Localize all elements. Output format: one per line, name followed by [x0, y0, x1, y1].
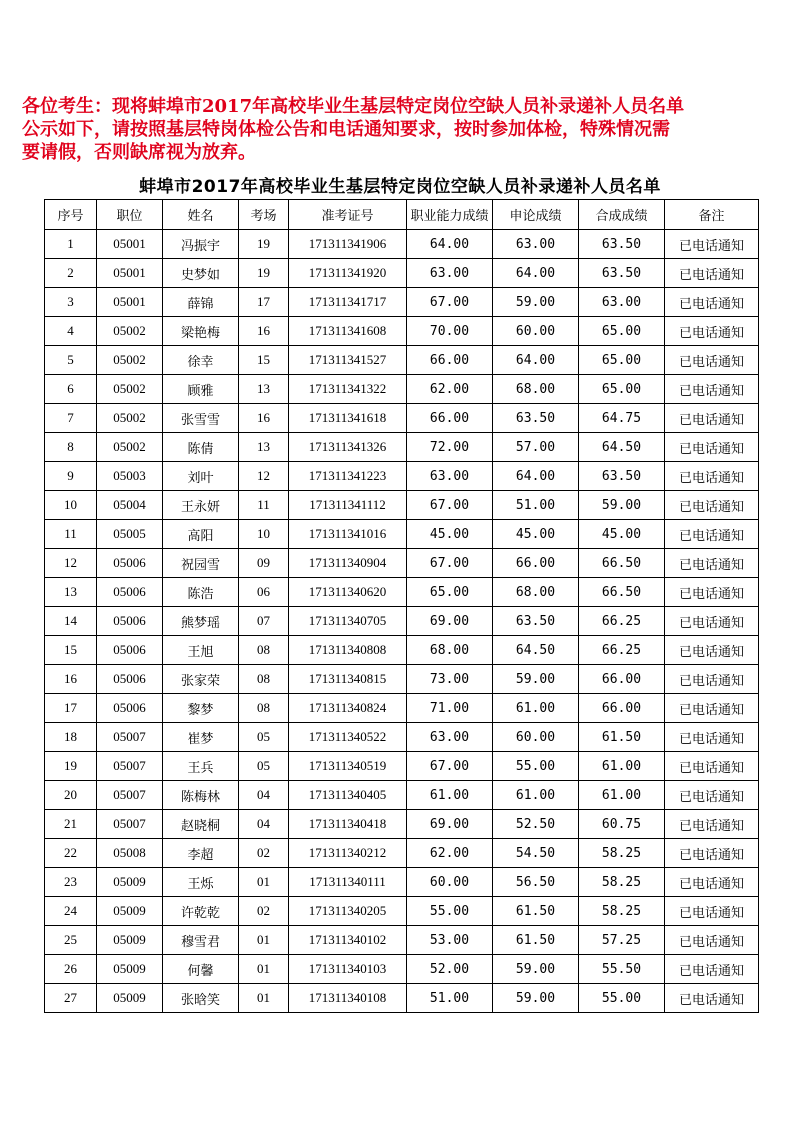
cell-remarks: 已电话通知 — [665, 433, 759, 462]
cell-essay-score: 59.00 — [493, 665, 579, 694]
cell-total-score: 63.50 — [579, 230, 665, 259]
cell-index: 3 — [45, 288, 97, 317]
cell-name: 刘叶 — [163, 462, 239, 491]
cell-remarks: 已电话通知 — [665, 288, 759, 317]
cell-total-score: 61.50 — [579, 723, 665, 752]
cell-ability-score: 67.00 — [407, 549, 493, 578]
cell-index: 4 — [45, 317, 97, 346]
cell-ticket-number: 171311340519 — [289, 752, 407, 781]
cell-index: 5 — [45, 346, 97, 375]
cell-remarks: 已电话通知 — [665, 346, 759, 375]
cell-essay-score: 52.50 — [493, 810, 579, 839]
cell-remarks: 已电话通知 — [665, 520, 759, 549]
cell-index: 11 — [45, 520, 97, 549]
cell-index: 13 — [45, 578, 97, 607]
cell-index: 22 — [45, 839, 97, 868]
cell-total-score: 64.50 — [579, 433, 665, 462]
cell-essay-score: 60.00 — [493, 723, 579, 752]
cell-name: 陈倩 — [163, 433, 239, 462]
cell-exam-room: 01 — [239, 868, 289, 897]
cell-exam-room: 08 — [239, 665, 289, 694]
cell-name: 熊梦瑶 — [163, 607, 239, 636]
cell-name: 赵晓桐 — [163, 810, 239, 839]
cell-name: 梁艳梅 — [163, 317, 239, 346]
cell-essay-score: 55.00 — [493, 752, 579, 781]
cell-position: 05009 — [97, 984, 163, 1013]
cell-total-score: 66.00 — [579, 665, 665, 694]
cell-exam-room: 01 — [239, 984, 289, 1013]
cell-remarks: 已电话通知 — [665, 636, 759, 665]
cell-position: 05009 — [97, 955, 163, 984]
table-row — [45, 752, 759, 781]
cell-remarks: 已电话通知 — [665, 404, 759, 433]
cell-position: 05004 — [97, 491, 163, 520]
cell-total-score: 63.00 — [579, 288, 665, 317]
cell-ability-score: 70.00 — [407, 317, 493, 346]
table-row — [45, 462, 759, 491]
table-row — [45, 868, 759, 897]
cell-exam-room: 01 — [239, 955, 289, 984]
table-row — [45, 723, 759, 752]
cell-position: 05006 — [97, 578, 163, 607]
table-row — [45, 781, 759, 810]
cell-essay-score: 61.00 — [493, 781, 579, 810]
cell-ticket-number: 171311340108 — [289, 984, 407, 1013]
header-total-score: 合成成绩 — [579, 200, 665, 230]
cell-position: 05002 — [97, 317, 163, 346]
table-row — [45, 607, 759, 636]
cell-ticket-number: 171311340824 — [289, 694, 407, 723]
table-row — [45, 549, 759, 578]
cell-remarks: 已电话通知 — [665, 839, 759, 868]
cell-exam-room: 12 — [239, 462, 289, 491]
cell-exam-room: 06 — [239, 578, 289, 607]
table-row — [45, 259, 759, 288]
cell-total-score: 59.00 — [579, 491, 665, 520]
cell-name: 崔梦 — [163, 723, 239, 752]
cell-ability-score: 61.00 — [407, 781, 493, 810]
cell-remarks: 已电话通知 — [665, 926, 759, 955]
cell-remarks: 已电话通知 — [665, 897, 759, 926]
cell-ticket-number: 171311340103 — [289, 955, 407, 984]
cell-name: 王旭 — [163, 636, 239, 665]
cell-index: 18 — [45, 723, 97, 752]
cell-ability-score: 51.00 — [407, 984, 493, 1013]
cell-exam-room: 09 — [239, 549, 289, 578]
cell-ticket-number: 171311340212 — [289, 839, 407, 868]
cell-essay-score: 51.00 — [493, 491, 579, 520]
cell-index: 6 — [45, 375, 97, 404]
cell-index: 7 — [45, 404, 97, 433]
notice-text — [22, 95, 782, 164]
table-row — [45, 578, 759, 607]
cell-name: 穆雪君 — [163, 926, 239, 955]
cell-total-score: 63.50 — [579, 462, 665, 491]
cell-exam-room: 04 — [239, 810, 289, 839]
cell-ticket-number: 171311340102 — [289, 926, 407, 955]
cell-essay-score: 64.00 — [493, 346, 579, 375]
cell-essay-score: 64.00 — [493, 259, 579, 288]
cell-ability-score: 45.00 — [407, 520, 493, 549]
cell-essay-score: 66.00 — [493, 549, 579, 578]
cell-essay-score: 68.00 — [493, 578, 579, 607]
cell-index: 14 — [45, 607, 97, 636]
table-row — [45, 404, 759, 433]
cell-name: 高阳 — [163, 520, 239, 549]
cell-essay-score: 64.00 — [493, 462, 579, 491]
cell-name: 冯振宇 — [163, 230, 239, 259]
cell-index: 20 — [45, 781, 97, 810]
cell-position: 05007 — [97, 752, 163, 781]
table-header-row — [45, 200, 759, 230]
cell-ability-score: 63.00 — [407, 723, 493, 752]
cell-total-score: 65.00 — [579, 375, 665, 404]
cell-essay-score: 61.00 — [493, 694, 579, 723]
cell-total-score: 60.75 — [579, 810, 665, 839]
cell-remarks: 已电话通知 — [665, 375, 759, 404]
cell-position: 05009 — [97, 868, 163, 897]
cell-ticket-number: 171311341326 — [289, 433, 407, 462]
cell-exam-room: 07 — [239, 607, 289, 636]
cell-ability-score: 67.00 — [407, 288, 493, 317]
cell-remarks: 已电话通知 — [665, 578, 759, 607]
table-row — [45, 926, 759, 955]
cell-total-score: 58.25 — [579, 868, 665, 897]
cell-ticket-number: 171311341920 — [289, 259, 407, 288]
cell-index: 21 — [45, 810, 97, 839]
cell-remarks: 已电话通知 — [665, 607, 759, 636]
cell-index: 27 — [45, 984, 97, 1013]
cell-position: 05007 — [97, 810, 163, 839]
cell-exam-room: 10 — [239, 520, 289, 549]
cell-exam-room: 11 — [239, 491, 289, 520]
cell-essay-score: 59.00 — [493, 288, 579, 317]
table-row — [45, 346, 759, 375]
cell-ticket-number: 171311340205 — [289, 897, 407, 926]
cell-ability-score: 65.00 — [407, 578, 493, 607]
page-title: 蚌埠市2017年高校毕业生基层特定岗位空缺人员补录递补人员名单 — [139, 177, 661, 197]
cell-name: 王永妍 — [163, 491, 239, 520]
cell-index: 2 — [45, 259, 97, 288]
cell-ticket-number: 171311341016 — [289, 520, 407, 549]
cell-ability-score: 68.00 — [407, 636, 493, 665]
cell-name: 何馨 — [163, 955, 239, 984]
cell-name: 祝园雪 — [163, 549, 239, 578]
cell-ability-score: 66.00 — [407, 404, 493, 433]
cell-ticket-number: 171311340405 — [289, 781, 407, 810]
table-row — [45, 984, 759, 1013]
cell-ability-score: 67.00 — [407, 752, 493, 781]
cell-position: 05001 — [97, 288, 163, 317]
cell-essay-score: 64.50 — [493, 636, 579, 665]
cell-remarks: 已电话通知 — [665, 723, 759, 752]
table-body — [45, 230, 759, 1013]
cell-ability-score: 63.00 — [407, 259, 493, 288]
header-name: 姓名 — [163, 200, 239, 230]
table-row — [45, 694, 759, 723]
table-row — [45, 897, 759, 926]
cell-total-score: 57.25 — [579, 926, 665, 955]
cell-total-score: 66.25 — [579, 636, 665, 665]
cell-exam-room: 08 — [239, 694, 289, 723]
cell-total-score: 58.25 — [579, 839, 665, 868]
cell-remarks: 已电话通知 — [665, 549, 759, 578]
cell-position: 05009 — [97, 897, 163, 926]
cell-essay-score: 61.50 — [493, 897, 579, 926]
cell-name: 陈浩 — [163, 578, 239, 607]
cell-essay-score: 68.00 — [493, 375, 579, 404]
cell-exam-room: 05 — [239, 752, 289, 781]
cell-essay-score: 63.50 — [493, 607, 579, 636]
cell-remarks: 已电话通知 — [665, 317, 759, 346]
cell-ability-score: 67.00 — [407, 491, 493, 520]
cell-index: 25 — [45, 926, 97, 955]
cell-name: 徐幸 — [163, 346, 239, 375]
header-position: 职位 — [97, 200, 163, 230]
cell-ticket-number: 171311341322 — [289, 375, 407, 404]
cell-ticket-number: 171311341223 — [289, 462, 407, 491]
cell-position: 05002 — [97, 404, 163, 433]
cell-index: 23 — [45, 868, 97, 897]
cell-name: 顾雅 — [163, 375, 239, 404]
cell-total-score: 55.50 — [579, 955, 665, 984]
cell-position: 05006 — [97, 636, 163, 665]
cell-ability-score: 53.00 — [407, 926, 493, 955]
cell-exam-room: 13 — [239, 433, 289, 462]
cell-ticket-number: 171311341906 — [289, 230, 407, 259]
cell-index: 24 — [45, 897, 97, 926]
cell-position: 05008 — [97, 839, 163, 868]
cell-ability-score: 63.00 — [407, 462, 493, 491]
cell-exam-room: 02 — [239, 839, 289, 868]
cell-essay-score: 59.00 — [493, 984, 579, 1013]
cell-name: 王烁 — [163, 868, 239, 897]
cell-remarks: 已电话通知 — [665, 491, 759, 520]
cell-total-score: 61.00 — [579, 752, 665, 781]
cell-position: 05009 — [97, 926, 163, 955]
cell-index: 16 — [45, 665, 97, 694]
cell-ticket-number: 171311340808 — [289, 636, 407, 665]
cell-exam-room: 01 — [239, 926, 289, 955]
cell-position: 05006 — [97, 607, 163, 636]
cell-ability-score: 52.00 — [407, 955, 493, 984]
header-ability-score: 职业能力成绩 — [407, 200, 493, 230]
cell-exam-room: 19 — [239, 230, 289, 259]
cell-ticket-number: 171311340705 — [289, 607, 407, 636]
cell-ticket-number: 171311340111 — [289, 868, 407, 897]
cell-name: 史梦如 — [163, 259, 239, 288]
cell-index: 12 — [45, 549, 97, 578]
cell-index: 17 — [45, 694, 97, 723]
cell-exam-room: 19 — [239, 259, 289, 288]
cell-exam-room: 04 — [239, 781, 289, 810]
cell-name: 张晗笑 — [163, 984, 239, 1013]
cell-total-score: 58.25 — [579, 897, 665, 926]
cell-remarks: 已电话通知 — [665, 694, 759, 723]
cell-ticket-number: 171311340522 — [289, 723, 407, 752]
cell-position: 05001 — [97, 230, 163, 259]
cell-name: 李超 — [163, 839, 239, 868]
notice-line: 要请假，否则缺席视为放弃。 — [22, 142, 256, 163]
cell-remarks: 已电话通知 — [665, 868, 759, 897]
cell-remarks: 已电话通知 — [665, 752, 759, 781]
cell-name: 黎梦 — [163, 694, 239, 723]
cell-index: 8 — [45, 433, 97, 462]
table-row — [45, 375, 759, 404]
cell-remarks: 已电话通知 — [665, 462, 759, 491]
cell-essay-score: 61.50 — [493, 926, 579, 955]
cell-total-score: 66.00 — [579, 694, 665, 723]
cell-position: 05003 — [97, 462, 163, 491]
cell-position: 05006 — [97, 549, 163, 578]
cell-total-score: 63.50 — [579, 259, 665, 288]
cell-total-score: 64.75 — [579, 404, 665, 433]
table-row — [45, 955, 759, 984]
cell-ability-score: 73.00 — [407, 665, 493, 694]
cell-index: 9 — [45, 462, 97, 491]
cell-essay-score: 59.00 — [493, 955, 579, 984]
cell-index: 15 — [45, 636, 97, 665]
table-row — [45, 839, 759, 868]
cell-essay-score: 60.00 — [493, 317, 579, 346]
cell-exam-room: 08 — [239, 636, 289, 665]
cell-exam-room: 05 — [239, 723, 289, 752]
cell-total-score: 66.50 — [579, 578, 665, 607]
header-index: 序号 — [45, 200, 97, 230]
candidate-table — [44, 199, 759, 1013]
table-row — [45, 433, 759, 462]
cell-name: 王兵 — [163, 752, 239, 781]
cell-name: 张雪雪 — [163, 404, 239, 433]
cell-name: 许乾乾 — [163, 897, 239, 926]
cell-total-score: 65.00 — [579, 317, 665, 346]
cell-index: 19 — [45, 752, 97, 781]
cell-ability-score: 71.00 — [407, 694, 493, 723]
cell-exam-room: 16 — [239, 317, 289, 346]
cell-ticket-number: 171311341608 — [289, 317, 407, 346]
cell-ability-score: 69.00 — [407, 607, 493, 636]
cell-remarks: 已电话通知 — [665, 984, 759, 1013]
table-row — [45, 520, 759, 549]
table-row — [45, 636, 759, 665]
table-row — [45, 665, 759, 694]
cell-essay-score: 63.50 — [493, 404, 579, 433]
header-exam-room: 考场 — [239, 200, 289, 230]
cell-ability-score: 62.00 — [407, 839, 493, 868]
cell-position: 05007 — [97, 781, 163, 810]
cell-ticket-number: 171311340815 — [289, 665, 407, 694]
cell-name: 张家荣 — [163, 665, 239, 694]
cell-position: 05005 — [97, 520, 163, 549]
cell-position: 05002 — [97, 375, 163, 404]
cell-exam-room: 13 — [239, 375, 289, 404]
cell-essay-score: 45.00 — [493, 520, 579, 549]
cell-essay-score: 54.50 — [493, 839, 579, 868]
header-remarks: 备注 — [665, 200, 759, 230]
cell-index: 1 — [45, 230, 97, 259]
cell-essay-score: 63.00 — [493, 230, 579, 259]
cell-ticket-number: 171311341717 — [289, 288, 407, 317]
cell-ability-score: 69.00 — [407, 810, 493, 839]
notice-line: 公示如下，请按照基层特岗体检公告和电话通知要求，按时参加体检，特殊情况需 — [22, 119, 670, 140]
cell-exam-room: 15 — [239, 346, 289, 375]
cell-remarks: 已电话通知 — [665, 781, 759, 810]
cell-position: 05006 — [97, 694, 163, 723]
notice-line: 各位考生：现将蚌埠市2017年高校毕业生基层特定岗位空缺人员补录递补人员名单 — [22, 96, 685, 117]
cell-position: 05002 — [97, 433, 163, 462]
cell-essay-score: 56.50 — [493, 868, 579, 897]
cell-ability-score: 66.00 — [407, 346, 493, 375]
cell-ability-score: 60.00 — [407, 868, 493, 897]
table-row — [45, 810, 759, 839]
cell-exam-room: 02 — [239, 897, 289, 926]
cell-position: 05001 — [97, 259, 163, 288]
cell-remarks: 已电话通知 — [665, 810, 759, 839]
cell-ability-score: 55.00 — [407, 897, 493, 926]
cell-ticket-number: 171311340620 — [289, 578, 407, 607]
cell-position: 05007 — [97, 723, 163, 752]
cell-index: 26 — [45, 955, 97, 984]
cell-total-score: 55.00 — [579, 984, 665, 1013]
cell-total-score: 66.50 — [579, 549, 665, 578]
cell-exam-room: 17 — [239, 288, 289, 317]
cell-ability-score: 62.00 — [407, 375, 493, 404]
cell-position: 05002 — [97, 346, 163, 375]
cell-total-score: 45.00 — [579, 520, 665, 549]
cell-index: 10 — [45, 491, 97, 520]
cell-ticket-number: 171311341527 — [289, 346, 407, 375]
cell-exam-room: 16 — [239, 404, 289, 433]
cell-ticket-number: 171311340904 — [289, 549, 407, 578]
cell-name: 陈梅林 — [163, 781, 239, 810]
cell-total-score: 66.25 — [579, 607, 665, 636]
cell-total-score: 61.00 — [579, 781, 665, 810]
cell-ticket-number: 171311341618 — [289, 404, 407, 433]
cell-name: 薛锦 — [163, 288, 239, 317]
table-row — [45, 317, 759, 346]
table-row — [45, 491, 759, 520]
cell-ticket-number: 171311340418 — [289, 810, 407, 839]
cell-remarks: 已电话通知 — [665, 665, 759, 694]
cell-remarks: 已电话通知 — [665, 230, 759, 259]
cell-ability-score: 72.00 — [407, 433, 493, 462]
cell-ticket-number: 171311341112 — [289, 491, 407, 520]
cell-position: 05006 — [97, 665, 163, 694]
cell-ability-score: 64.00 — [407, 230, 493, 259]
table-row — [45, 230, 759, 259]
cell-remarks: 已电话通知 — [665, 955, 759, 984]
header-ticket-number: 准考证号 — [289, 200, 407, 230]
cell-essay-score: 57.00 — [493, 433, 579, 462]
table-row — [45, 288, 759, 317]
cell-total-score: 65.00 — [579, 346, 665, 375]
cell-remarks: 已电话通知 — [665, 259, 759, 288]
header-essay-score: 申论成绩 — [493, 200, 579, 230]
